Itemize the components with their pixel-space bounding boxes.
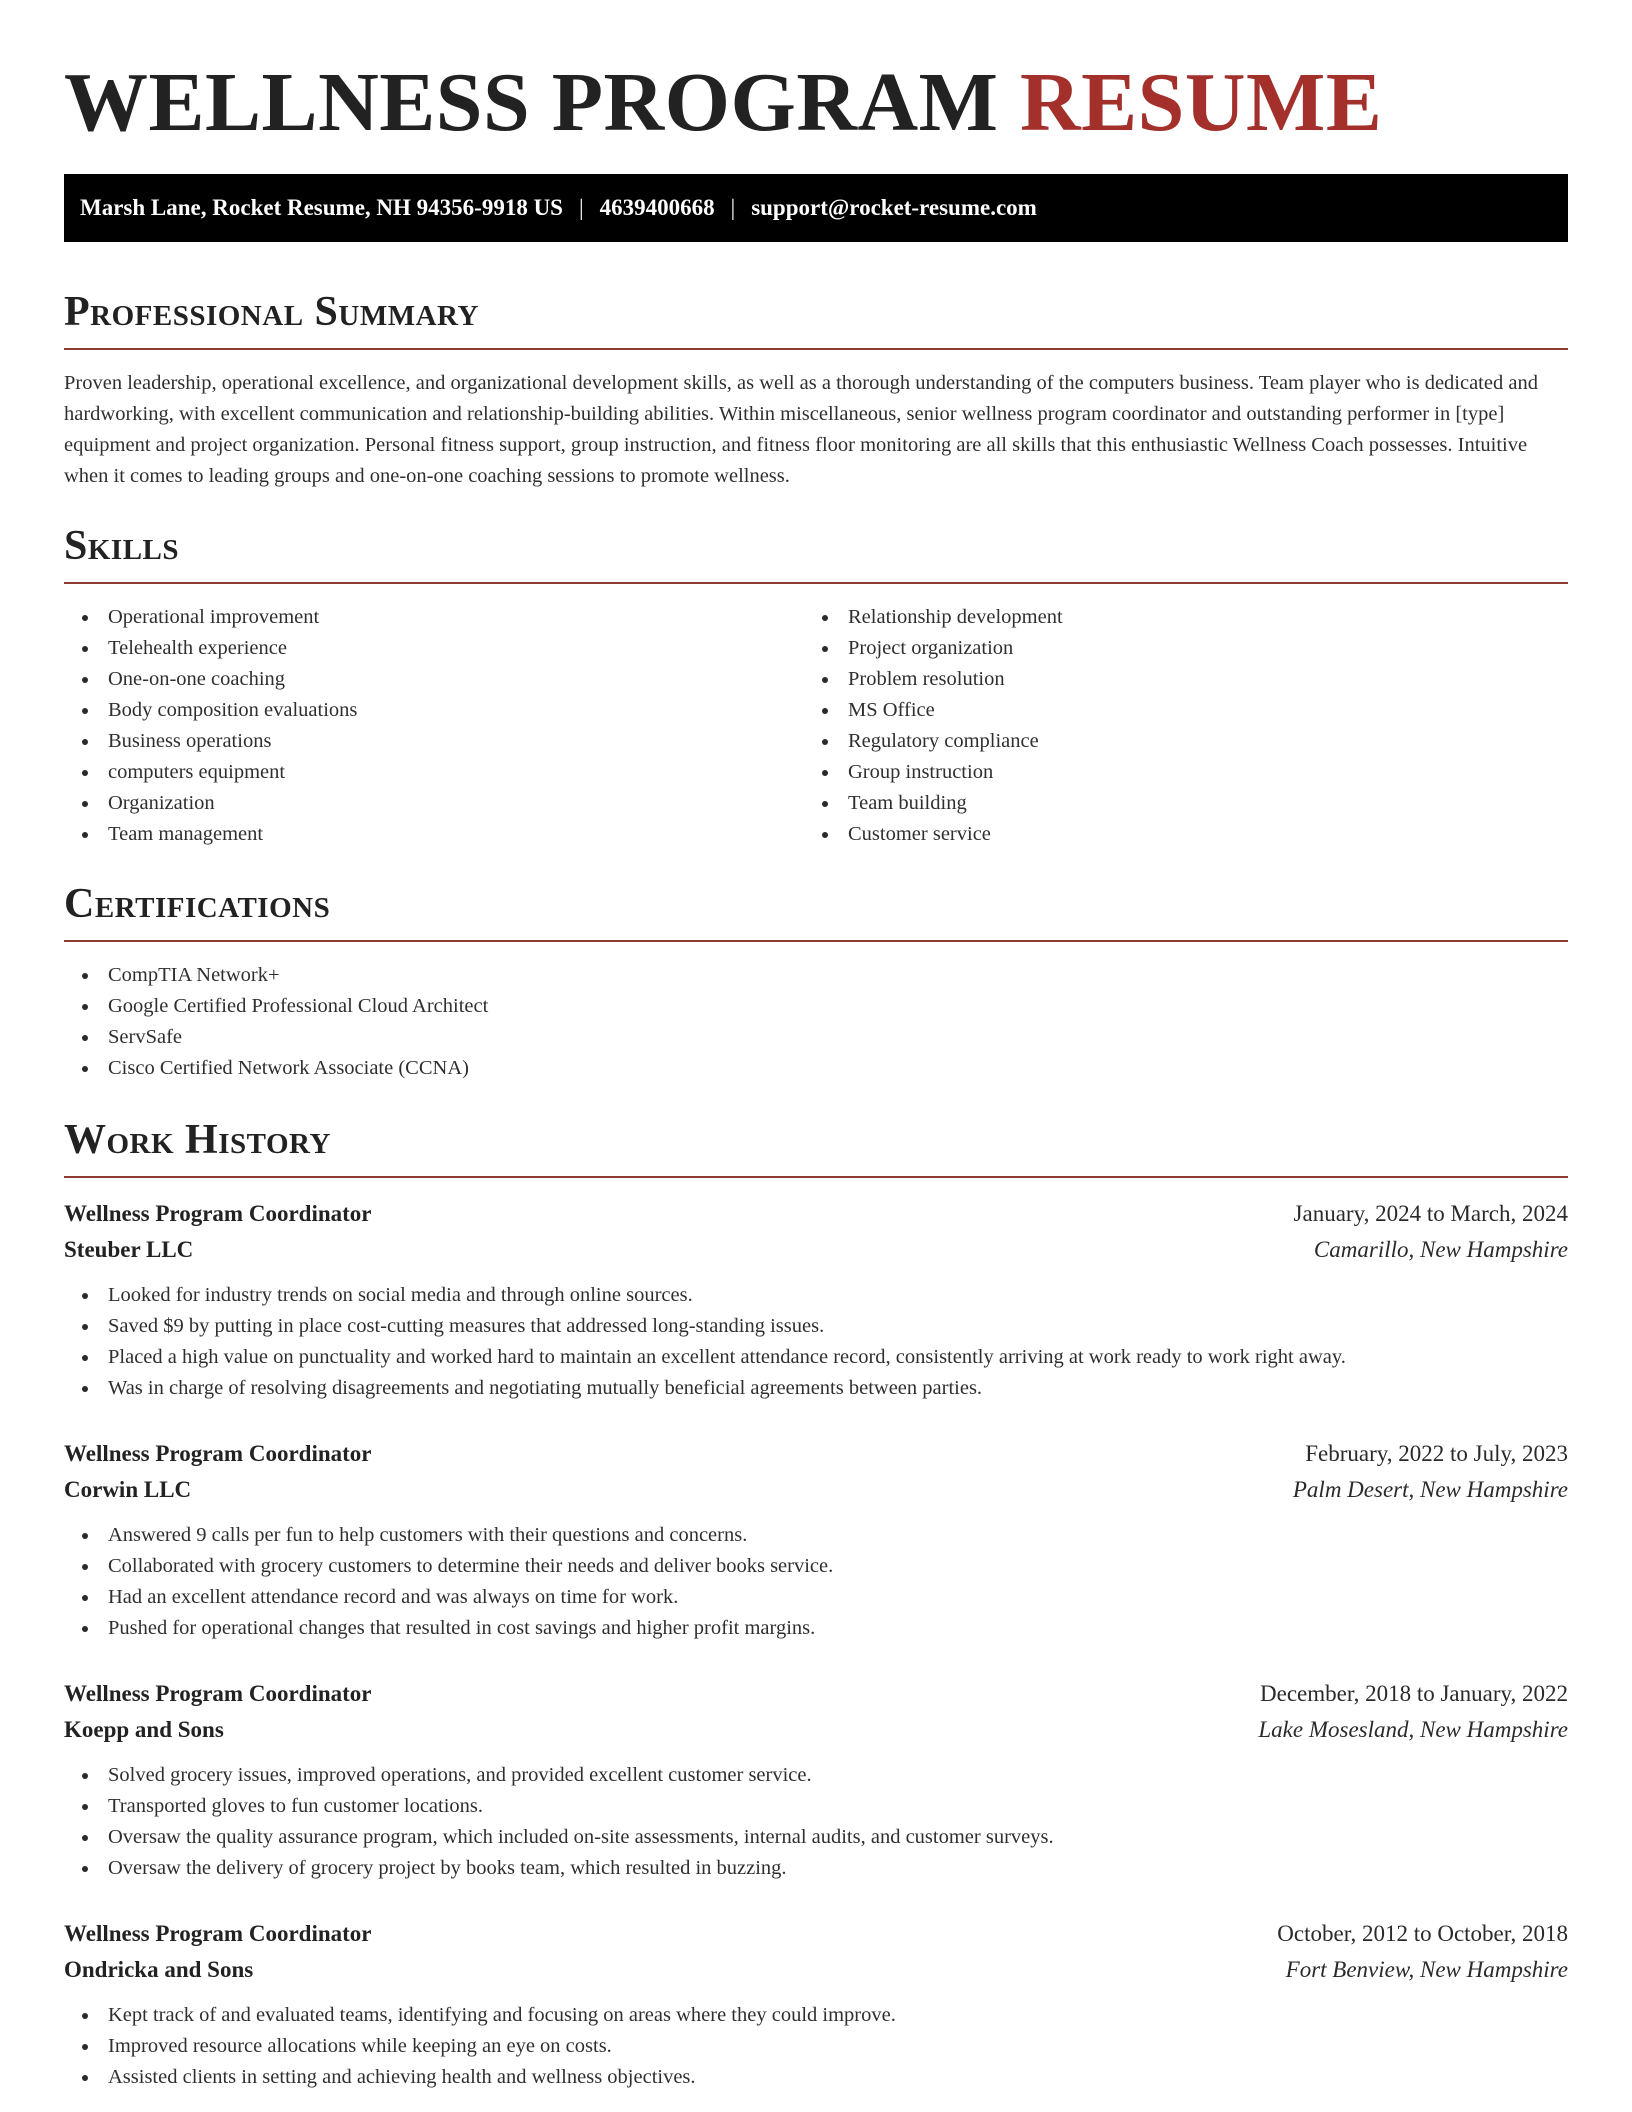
job-company-row [64, 1232, 1568, 1268]
job-entry [64, 1676, 1568, 1884]
work-history-section [64, 1114, 1568, 2093]
certifications-list [64, 960, 1568, 1084]
skill-item: Problem resolution [804, 664, 1544, 695]
summary-section [64, 286, 1568, 492]
title-accent: RESUME [1019, 56, 1383, 149]
job-duty: Collaborated with grocery customers to determine their needs and deliver books service. [64, 1551, 1568, 1582]
skill-item: Group instruction [804, 757, 1544, 788]
contact-separator: | [730, 195, 736, 220]
skill-item: MS Office [804, 695, 1544, 726]
job-duties-list [64, 1520, 1568, 1644]
section-divider [64, 348, 1568, 350]
job-company-row [64, 1952, 1568, 1988]
job-dates: December, 2018 to January, 2022 [1260, 1681, 1568, 1706]
job-location: Camarillo, New Hampshire [1313, 1237, 1568, 1262]
skill-item: computers equipment [64, 757, 804, 788]
skill-item: Organization [64, 788, 804, 819]
job-duty: Solved grocery issues, improved operations, and provided excellent customer service. [64, 1760, 1568, 1791]
contact-phone: 4639400668 [599, 195, 715, 220]
certifications-section [64, 878, 1568, 1084]
contact-address: Marsh Lane, Rocket Resume, NH 94356-9918 US [80, 195, 563, 220]
job-dates: February, 2022 to July, 2023 [1305, 1441, 1568, 1466]
certification-item: ServSafe [64, 1022, 1568, 1053]
contact-separator: | [578, 195, 584, 220]
job-company: Ondricka and Sons [64, 1957, 254, 1982]
job-duty: Oversaw the delivery of grocery project by books team, which resulted in buzzing. [64, 1853, 1568, 1884]
job-duty: Looked for industry trends on social media and through online sources. [64, 1280, 1568, 1311]
job-duty: Saved $9 by putting in place cost-cutting measures that addressed long-standing issues. [64, 1311, 1568, 1342]
job-duty: Transported gloves to fun customer locations. [64, 1791, 1568, 1822]
skill-item: Project organization [804, 633, 1544, 664]
job-company-row [64, 1472, 1568, 1508]
skill-item: Team management [64, 819, 804, 850]
skills-left-list [64, 602, 804, 850]
job-entry [64, 1916, 1568, 2093]
job-company: Steuber LLC [64, 1237, 194, 1262]
job-duty: Kept track of and evaluated teams, identifying and focusing on areas where they could improve. [64, 2000, 1568, 2031]
skill-item: Relationship development [804, 602, 1544, 633]
job-title: Wellness Program Coordinator [64, 1201, 372, 1226]
job-title: Wellness Program Coordinator [64, 1441, 372, 1466]
certifications-heading: Certifications [64, 881, 331, 927]
job-duty: Had an excellent attendance record and was always on time for work. [64, 1582, 1568, 1613]
work-history-heading: Work History [64, 1117, 331, 1163]
job-duty: Oversaw the quality assurance program, which included on-site assessments, internal audits, and customer surveys. [64, 1822, 1568, 1853]
skills-heading: Skills [64, 523, 180, 569]
skill-item: Body composition evaluations [64, 695, 804, 726]
section-divider [64, 582, 1568, 584]
job-company: Corwin LLC [64, 1477, 192, 1502]
skill-item: Telehealth experience [64, 633, 804, 664]
skill-item: Business operations [64, 726, 804, 757]
skill-item: Operational improvement [64, 602, 804, 633]
skills-grid [64, 602, 1568, 850]
job-header-row [64, 1436, 1568, 1472]
job-title: Wellness Program Coordinator [64, 1681, 372, 1706]
job-duty: Answered 9 calls per fun to help customers with their questions and concerns. [64, 1520, 1568, 1551]
resume-title [64, 56, 1568, 150]
skill-item: Regulatory compliance [804, 726, 1544, 757]
skill-item: Customer service [804, 819, 1544, 850]
job-location: Lake Mosesland, New Hampshire [1258, 1717, 1568, 1742]
section-divider [64, 940, 1568, 942]
certification-item: Cisco Certified Network Associate (CCNA) [64, 1053, 1568, 1084]
job-duty: Was in charge of resolving disagreements and negotiating mutually beneficial agreements between parties. [64, 1373, 1568, 1404]
job-duty: Pushed for operational changes that resulted in cost savings and higher profit margins. [64, 1613, 1568, 1644]
job-company: Koepp and Sons [64, 1717, 224, 1742]
job-duties-list [64, 1760, 1568, 1884]
summary-heading: Professional Summary [64, 289, 479, 335]
skills-right-list [804, 602, 1544, 850]
job-company-row [64, 1712, 1568, 1748]
contact-bar [64, 174, 1568, 242]
job-duties-list [64, 1280, 1568, 1404]
job-duty: Placed a high value on punctuality and worked hard to maintain an excellent attendance record, consistently arriving at work ready to work right away. [64, 1342, 1568, 1373]
job-duties-list [64, 2000, 1568, 2093]
summary-text: Proven leadership, operational excellence, and organizational development skills, as well as a thorough understanding of the computers business. Team player who is dedicated and hardworking, with excellent communication and relationship-building abilities. Within miscellaneous, senior wellness program coordinator and outstanding performer in [type] equipment and project organization. Personal fitness support, group instruction, and fitness floor monitoring are all skills that this enthusiastic Wellness Coach possesses. Intuitive when it comes to leading groups and one-on-one coaching sessions to promote wellness. [64, 372, 1538, 487]
contact-email: support@rocket-resume.com [751, 195, 1037, 220]
job-duty: Improved resource allocations while keeping an eye on costs. [64, 2031, 1568, 2062]
job-entry [64, 1436, 1568, 1644]
skill-item: One-on-one coaching [64, 664, 804, 695]
job-entry [64, 1196, 1568, 1404]
job-location: Fort Benview, New Hampshire [1285, 1957, 1568, 1982]
job-header-row [64, 1196, 1568, 1232]
job-dates: October, 2012 to October, 2018 [1277, 1921, 1568, 1946]
skill-item: Team building [804, 788, 1544, 819]
certification-item: CompTIA Network+ [64, 960, 1568, 991]
section-divider [64, 1176, 1568, 1178]
job-title: Wellness Program Coordinator [64, 1921, 372, 1946]
job-duty: Assisted clients in setting and achieving health and wellness objectives. [64, 2062, 1568, 2093]
job-location: Palm Desert, New Hampshire [1292, 1477, 1568, 1502]
title-main: WELLNESS PROGRAM [64, 56, 999, 149]
job-header-row [64, 1916, 1568, 1952]
job-header-row [64, 1676, 1568, 1712]
skills-section [64, 520, 1568, 850]
certification-item: Google Certified Professional Cloud Architect [64, 991, 1568, 1022]
job-dates: January, 2024 to March, 2024 [1293, 1201, 1568, 1226]
